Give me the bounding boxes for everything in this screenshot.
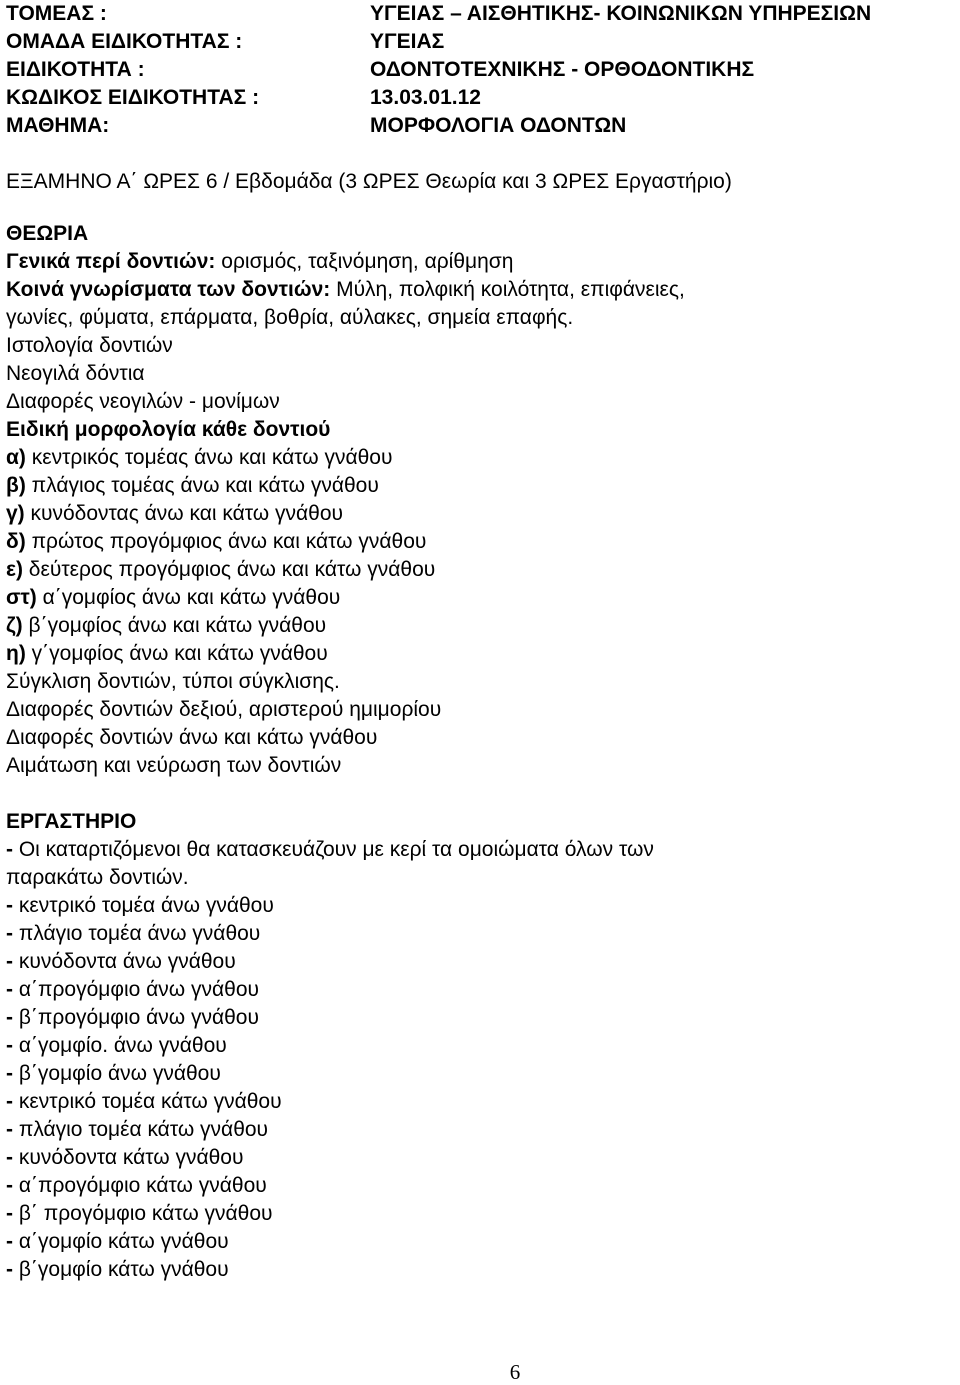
- tooth-mark: α): [6, 446, 26, 469]
- tooth-item: [6, 640, 956, 668]
- tooth-mark: η): [6, 642, 26, 665]
- document-page: [6, 0, 956, 1284]
- lab-dash: -: [6, 1118, 13, 1141]
- header-key: ΚΩΔΙΚΟΣ ΕΙΔΙΚΟΤΗΤΑΣ :: [6, 86, 260, 109]
- lab-item-text: β΄γομφίο άνω γνάθου: [13, 1062, 221, 1085]
- lab-item-text: α΄γομφίο. άνω γνάθου: [13, 1034, 227, 1057]
- header-value: 13.03.01.12: [370, 86, 481, 109]
- lab-dash: -: [6, 1230, 13, 1253]
- theory-common-label: Κοινά γνωρίσματα των δοντιών:: [6, 278, 331, 301]
- lab-dash: -: [6, 1062, 13, 1085]
- lab-item-text: πλάγιο τομέα κάτω γνάθου: [13, 1118, 269, 1141]
- lab-dash: -: [6, 1146, 13, 1169]
- tooth-item: [6, 612, 956, 640]
- theory-heading: ΘΕΩΡΙΑ: [6, 222, 89, 245]
- lab-intro: [6, 836, 956, 864]
- header-value: ΜΟΡΦΟΛΟΓΙΑ ΟΔΟΝΤΩΝ: [370, 114, 627, 137]
- tooth-text: πλάγιος τομέας άνω και κάτω γνάθου: [25, 474, 379, 497]
- theory-common: [6, 276, 956, 304]
- page-number: 6: [509, 1360, 521, 1384]
- lab-item-text: κεντρικό τομέα άνω γνάθου: [13, 894, 274, 917]
- tooth-item: [6, 584, 956, 612]
- header-value: ΥΓΕΙΑΣ – ΑΙΣΘΗΤΙΚΗΣ- ΚΟΙΝΩΝΙΚΩΝ ΥΠΗΡΕΣΙΩΝ: [370, 2, 872, 25]
- lab-item-text: κυνόδοντα κάτω γνάθου: [13, 1146, 244, 1169]
- tooth-item: [6, 556, 956, 584]
- theory-differences: Διαφορές νεογιλών - μονίμων: [6, 390, 280, 413]
- lab-intro-text: Οι καταρτιζόμενοι θα κατασκευάζουν με κερί τα ομοιώματα όλων των: [13, 838, 654, 861]
- lab-item: [6, 1172, 956, 1200]
- lab-item-text: β΄ προγόμφιο κάτω γνάθου: [13, 1202, 273, 1225]
- theory-blood-nerve: Αιμάτωση και νεύρωση των δοντιών: [6, 754, 342, 777]
- lab-item-text: α΄προγόμφιο άνω γνάθου: [13, 978, 260, 1001]
- tooth-text: κεντρικός τομέας άνω και κάτω γνάθου: [25, 446, 393, 469]
- header-row-course: [6, 112, 956, 140]
- lab-item: [6, 1256, 956, 1284]
- lab-item: [6, 1004, 956, 1032]
- lab-item-text: κυνόδοντα άνω γνάθου: [13, 950, 236, 973]
- tooth-mark: στ): [6, 586, 37, 609]
- lab-dash: -: [6, 978, 13, 1001]
- theory-special-heading: Ειδική μορφολογία κάθε δοντιού: [6, 418, 331, 441]
- lab-dash: -: [6, 1174, 13, 1197]
- lab-item: [6, 1144, 956, 1172]
- lab-heading: ΕΡΓΑΣΤΗΡΙΟ: [6, 810, 137, 833]
- lab-item-text: α΄προγόμφιο κάτω γνάθου: [13, 1174, 267, 1197]
- theory-upper-lower: Διαφορές δοντιών άνω και κάτω γνάθου: [6, 726, 378, 749]
- theory-histology: Ιστολογία δοντιών: [6, 334, 173, 357]
- header-key: ΜΑΘΗΜΑ:: [6, 114, 110, 137]
- tooth-mark: δ): [6, 530, 26, 553]
- lab-item-text: α΄γομφίο κάτω γνάθου: [13, 1230, 229, 1253]
- header-value: ΥΓΕΙΑΣ: [370, 30, 445, 53]
- lab-item: [6, 1116, 956, 1144]
- lab-item: [6, 1060, 956, 1088]
- tooth-mark: β): [6, 474, 26, 497]
- lab-item: [6, 920, 956, 948]
- tooth-item: [6, 444, 956, 472]
- tooth-text: πρώτος προγόμφιος άνω και κάτω γνάθου: [25, 530, 427, 553]
- lab-item: [6, 948, 956, 976]
- theory-deciduous: Νεογιλά δόντια: [6, 362, 145, 385]
- tooth-text: β΄γομφίος άνω και κάτω γνάθου: [22, 614, 327, 637]
- theory-general-label: Γενικά περί δοντιών:: [6, 250, 216, 273]
- lab-dash: -: [6, 1258, 13, 1281]
- theory-left-right: Διαφορές δοντιών δεξιού, αριστερού ημιμορίου: [6, 698, 442, 721]
- semester-line: ΕΞΑΜΗΝΟ Α΄ ΩΡΕΣ 6 / Εβδομάδα (3 ΩΡΕΣ Θεωρία και 3 ΩΡΕΣ Εργαστήριο): [6, 170, 732, 193]
- lab-item: [6, 976, 956, 1004]
- header-key: ΟΜΑΔΑ ΕΙΔΙΚΟΤΗΤΑΣ :: [6, 30, 243, 53]
- tooth-item: [6, 500, 956, 528]
- theory-common-cont: γωνίες, φύματα, επάρματα, βοθρία, αύλακες, σημεία επαφής.: [6, 306, 574, 329]
- tooth-item: [6, 472, 956, 500]
- lab-dash: -: [6, 1034, 13, 1057]
- tooth-text: κυνόδοντας άνω και κάτω γνάθου: [24, 502, 343, 525]
- lab-item-text: πλάγιο τομέα άνω γνάθου: [13, 922, 261, 945]
- theory-common-text: Μύλη, πολφική κοιλότητα, επιφάνειες,: [330, 278, 685, 301]
- header-row-code: [6, 84, 956, 112]
- tooth-mark: γ): [6, 502, 25, 525]
- theory-general-text: ορισμός, ταξινόμηση, αρίθμηση: [215, 250, 514, 273]
- header-row-group: [6, 28, 956, 56]
- header-key: ΕΙΔΙΚΟΤΗΤΑ :: [6, 58, 145, 81]
- lab-dash: -: [6, 922, 13, 945]
- lab-item: [6, 892, 956, 920]
- theory-occlusion: Σύγκλιση δοντιών, τύποι σύγκλισης.: [6, 670, 340, 693]
- lab-item-text: β΄γομφίο κάτω γνάθου: [13, 1258, 229, 1281]
- tooth-item: [6, 528, 956, 556]
- tooth-mark: ζ): [6, 614, 23, 637]
- lab-dash: -: [6, 838, 13, 861]
- lab-item: [6, 1088, 956, 1116]
- lab-dash: -: [6, 950, 13, 973]
- lab-item-text: β΄προγόμφιο άνω γνάθου: [13, 1006, 259, 1029]
- lab-item: [6, 1200, 956, 1228]
- tooth-text: α΄γομφίος άνω και κάτω γνάθου: [36, 586, 341, 609]
- lab-item-text: κεντρικό τομέα κάτω γνάθου: [13, 1090, 282, 1113]
- lab-dash: -: [6, 1202, 13, 1225]
- tooth-text: γ΄γομφίος άνω και κάτω γνάθου: [25, 642, 328, 665]
- lab-item: [6, 1032, 956, 1060]
- tooth-text: δεύτερος προγόμφιος άνω και κάτω γνάθου: [22, 558, 436, 581]
- lab-item: [6, 1228, 956, 1256]
- lab-dash: -: [6, 1006, 13, 1029]
- header-value: ΟΔΟΝΤΟΤΕΧΝΙΚΗΣ - ΟΡΘΟΔΟΝΤΙΚΗΣ: [370, 58, 755, 81]
- tooth-mark: ε): [6, 558, 23, 581]
- lab-dash: -: [6, 1090, 13, 1113]
- header-key: ΤΟΜΕΑΣ :: [6, 2, 107, 25]
- lab-intro-cont: παρακάτω δοντιών.: [6, 866, 189, 889]
- header-row-sector: [6, 0, 956, 28]
- theory-general: [6, 248, 956, 276]
- lab-dash: -: [6, 894, 13, 917]
- header-row-specialty: [6, 56, 956, 84]
